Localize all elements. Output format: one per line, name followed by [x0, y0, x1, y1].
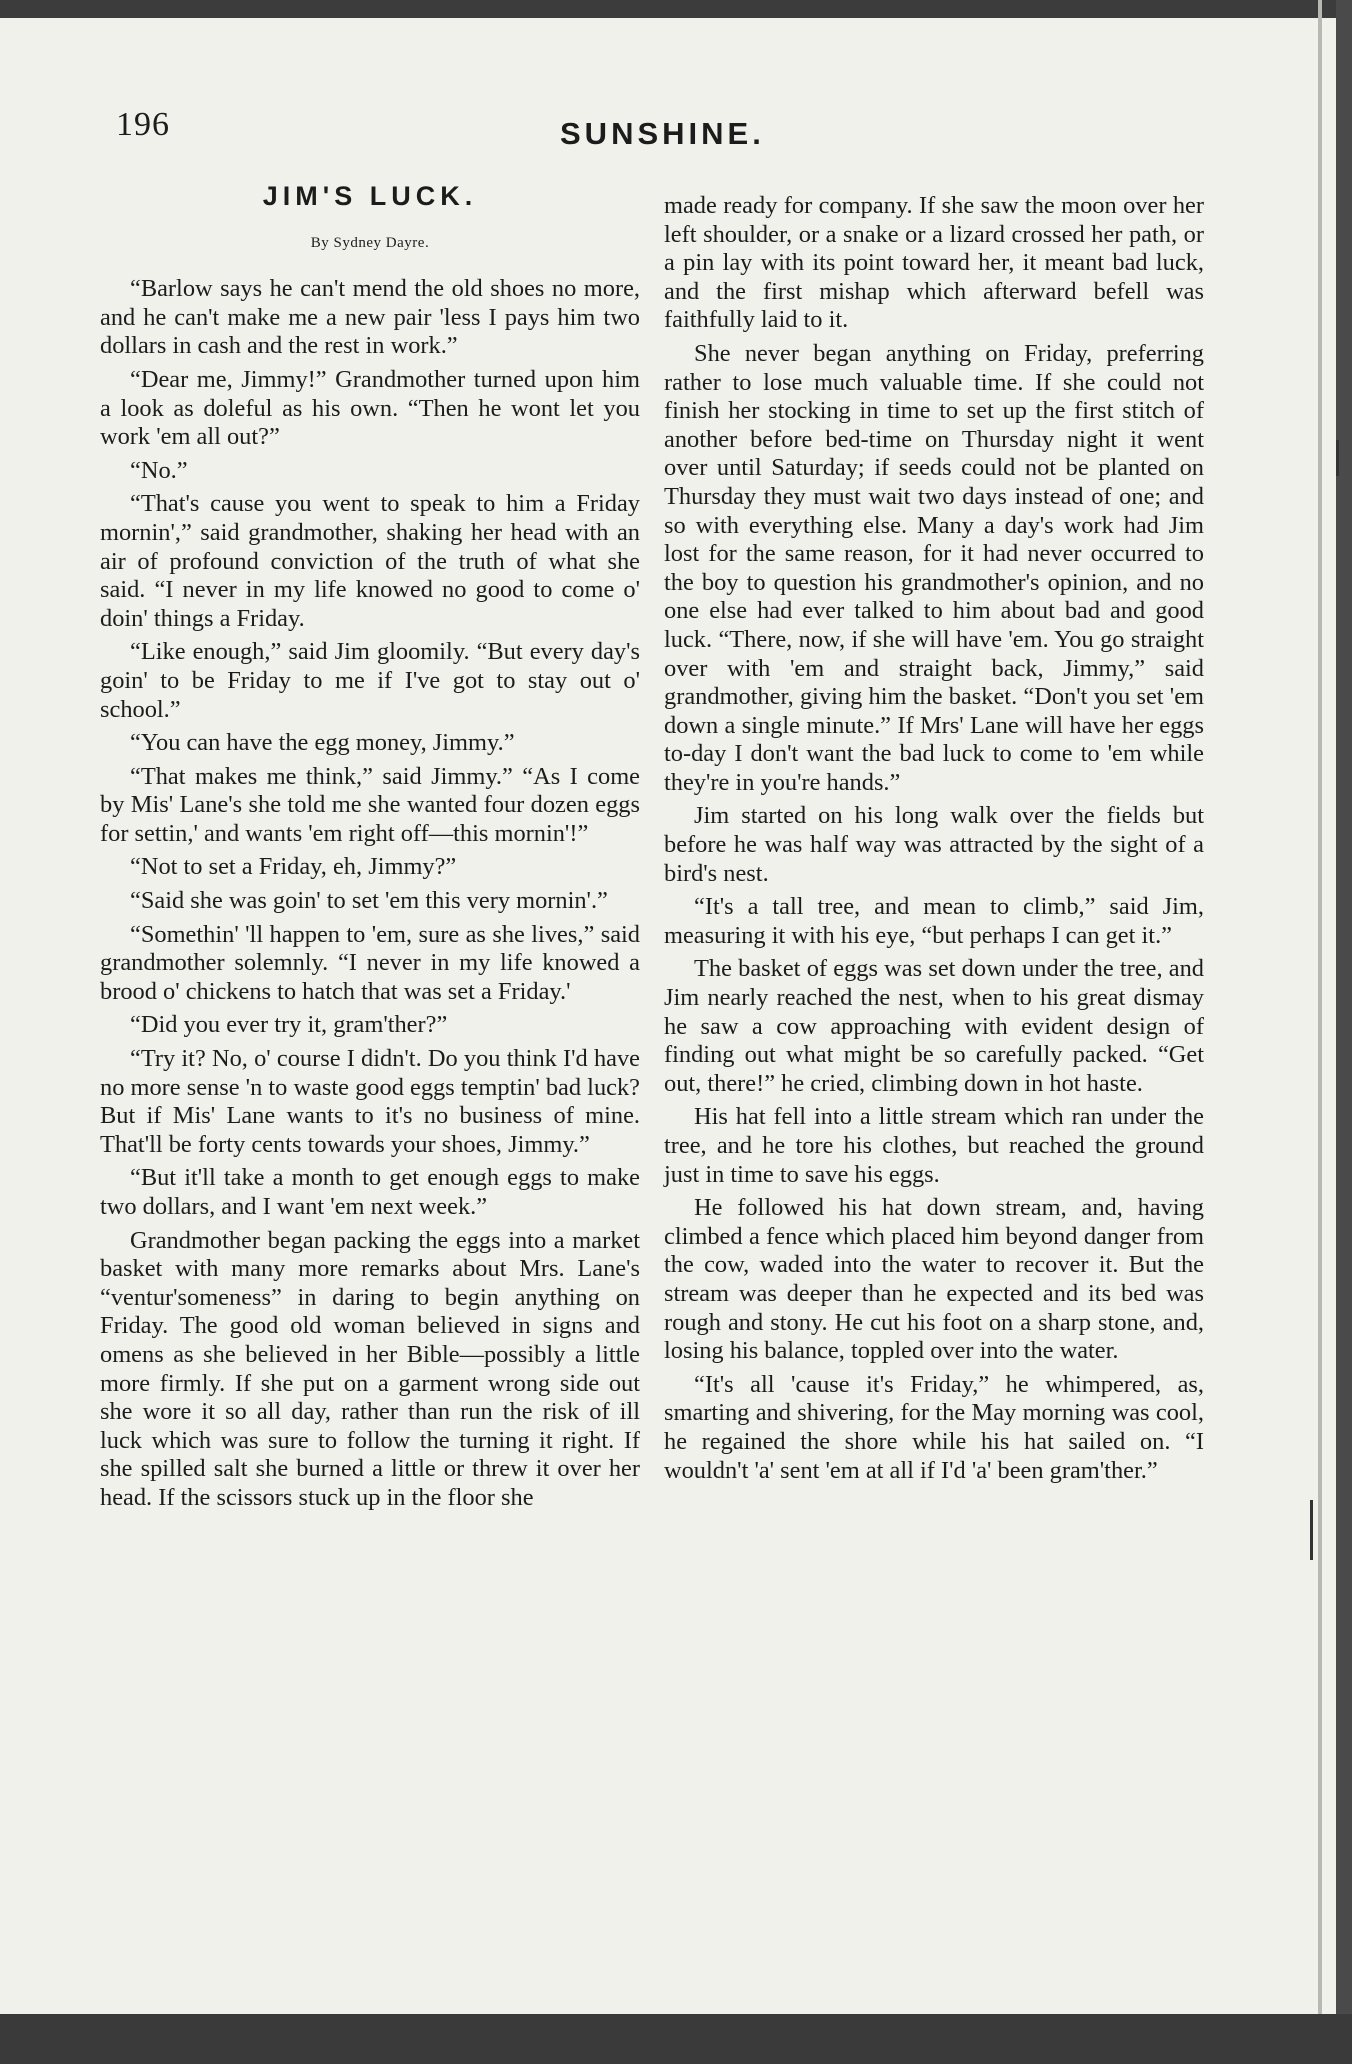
paragraph: The basket of eggs was set down under the tree, and Jim nearly reached the nest, when to his great dismay he saw a cow approaching with evident design of finding out what might be so carefully packed. “Get out, there!” he cried, climbing down in hot haste. — [664, 955, 1204, 1097]
paragraph: “You can have the egg money, Jimmy.” — [130, 729, 515, 757]
paragraph: “It's all 'cause it's Friday,” he whimpered, as, smarting and shivering, for the May morning was cool, he regained the shore while his hat sailed on. “I wouldn't 'a' sent 'em at all if I'd 'a' been gram'ther.” — [664, 1370, 1204, 1484]
scan-bottom-edge — [0, 2014, 1352, 2064]
paragraph: “Dear me, Jimmy!” Grandmother turned upon him a look as doleful as his own. “Then he wont let you work 'em all out?” — [100, 365, 640, 451]
paragraph: “That makes me think,” said Jimmy.” “As I come by Mis' Lane's she told me she wanted four dozen eggs for settin,' and wants 'em right off—this mornin'!” — [100, 762, 640, 847]
byline: By Sydney Dayre. — [310, 234, 430, 251]
scan-right-margin-line — [1318, 0, 1322, 2014]
scan-edge-mark — [1336, 440, 1339, 476]
scan-top-edge — [0, 0, 1352, 18]
paragraph: “Try it? No, o' course I didn't. Do you think I'd have no more sense 'n to waste good eggs temptin' bad luck? But if Mis' Lane wants to it's no business of mine. That'll be forty cents towards your shoes, Jimmy.” — [100, 1045, 640, 1158]
left-column — [100, 178, 640, 1518]
paragraph: “But it'll take a month to get enough eggs to make two dollars, and I want 'em next week.” — [100, 1164, 640, 1220]
paragraph: “It's a tall tree, and mean to climb,” said Jim, measuring it with his eye, “but perhaps I can get it.” — [664, 893, 1204, 949]
paragraph: “Said she was goin' to set 'em this very mornin'.” — [130, 887, 608, 915]
right-column — [664, 192, 1204, 1490]
paragraph: “Not to set a Friday, eh, Jimmy?” — [130, 853, 457, 881]
paragraph: His hat fell into a little stream which ran under the tree, and he tore his clothes, but reached the ground just in time to save his eggs. — [664, 1103, 1204, 1188]
paragraph: “No.” — [130, 456, 188, 484]
paragraph-continued: made ready for company. If she saw the moon over her left shoulder, or a snake or a lizard crossed her path, or a pin lay with its point toward her, it meant bad luck, and the first mishap which afterward befell was faithfully laid to it. — [664, 192, 1204, 334]
paragraph: She never began anything on Friday, preferring rather to lose much valuable time. If she could not finish her stocking in time to set up the first stitch of another before bed-time on Thursday night it went over until Saturday; if seeds could not be planted on Thursday they must wait two days instead of one; and so with everything else. Many a day's work had Jim lost for the same reason, for it had never occurred to the boy to question his grandmother's opinion, and no one else had ever talked to him about bad and good luck. “There, now, if she will have 'em. You go straight over with 'em and straight back, Jimmy,” said grandmother, giving him the basket. “Don't you set 'em down a single minute.” If Mrs' Lane will have her eggs to-day I don't want the bad luck to come to 'em while they're in you're hands.” — [664, 339, 1204, 796]
paragraph: “Did you ever try it, gram'ther?” — [130, 1011, 448, 1039]
paragraph: Jim started on his long walk over the fields but before he was half way was attracted by the sight of a bird's nest. — [664, 802, 1204, 887]
paragraph: “That's cause you went to speak to him a Friday mornin',” said grandmother, shaking her head with an air of profound conviction of the truth of what she said. “I never in my life knowed no good to come o' doin' things a Friday. — [100, 490, 640, 632]
page-number: 196 — [116, 106, 170, 143]
scan-right-edge — [1336, 0, 1352, 2064]
paragraph: Grandmother began packing the eggs into a market basket with many more remarks about Mrs. Lane's “ventur'someness” in daring to begin anything on Friday. The good old woman believed in signs and omens as she believed in her Bible—possibly a little more firmly. If she put on a garment wrong side out she wore it so all day, rather than run the risk of ill luck which was sure to follow the turning it right. If she spilled salt she burned a little or threw it over her head. If the scissors stuck up in the floor she — [100, 1226, 640, 1511]
scan-edge-mark — [1310, 1500, 1313, 1560]
paragraph: “Barlow says he can't mend the old shoes no more, and he can't make me a new pair 'less I pays him two dollars in cash and the rest in work.” — [100, 275, 640, 360]
paragraph: “Like enough,” said Jim gloomily. “But every day's goin' to be Friday to me if I've got to stay out o' school.” — [100, 638, 640, 723]
running-head: SUNSHINE. — [560, 116, 765, 151]
story-title: JIM'S LUCK. — [262, 181, 478, 211]
paragraph: “Somethin' 'll happen to 'em, sure as she lives,” said grandmother solemnly. “I never in my life knowed a brood o' chickens to hatch that was set a Friday.' — [100, 920, 640, 1005]
paragraph: He followed his hat down stream, and, having climbed a fence which placed him beyond danger from the cow, waded into the water to recover it. But the stream was deeper than he expected and its bed was rough and stony. He cut his foot on a sharp stone, and, losing his balance, toppled over into the water. — [664, 1194, 1204, 1365]
